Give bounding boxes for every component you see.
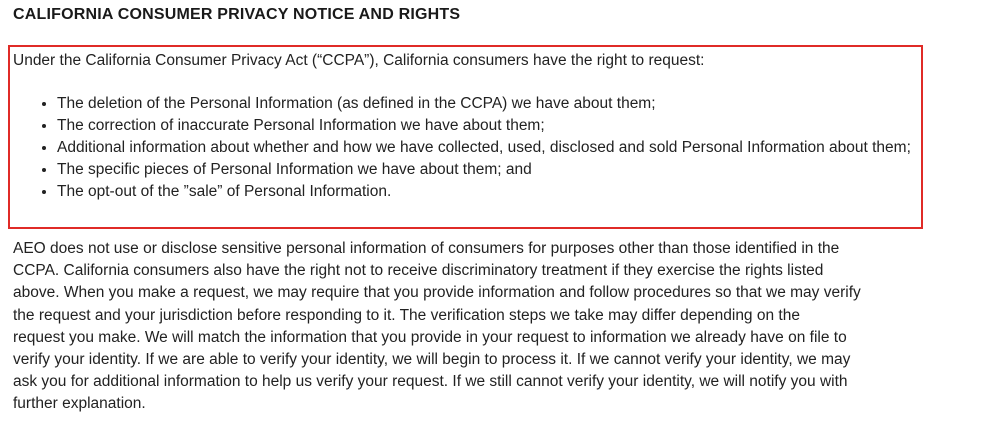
body-line: AEO does not use or disclose sensitive personal information of consumers for purposes other than those identified in the	[13, 240, 840, 257]
list-item-specific-pieces: • The specific pieces of Personal Information we have about them; and	[57, 159, 918, 181]
rights-list	[13, 93, 918, 203]
body-line: verify your identity. If we are able to verify your identity, we will begin to process it. If we cannot verify your identity, we may	[13, 351, 851, 369]
body-line: further explanation.	[13, 395, 146, 413]
body-line: CCPA. California consumers also have the right not to receive discriminatory treatment if they exercise the rights listed	[13, 262, 824, 280]
body-line: request you make. We will match the information that you provide in your request to information we already have on file to	[13, 328, 847, 346]
body-paragraph	[13, 238, 963, 416]
list-item-additional-information: • Additional information about whether and how we have collected, used, disclosed and sold Personal Information about them;	[57, 137, 918, 159]
list-item-opt-out: • The opt-out of the ”sale” of Personal Information.	[57, 181, 918, 203]
intro-text: Under the California Consumer Privacy Act (“CCPA”), California consumers have the right to request:	[13, 52, 705, 69]
list-item-correction: • The correction of inaccurate Personal Information we have about them;	[57, 115, 918, 137]
body-line: above. When you make a request, we may require that you provide information and follow procedures so that we may verify	[13, 284, 861, 302]
list-item-deletion: • The deletion of the Personal Information (as defined in the CCPA) we have about them;	[57, 93, 918, 115]
body-line: ask you for additional information to help us verify your request. If we still cannot verify your identity, we will notify you with	[13, 373, 848, 391]
page-title: CALIFORNIA CONSUMER PRIVACY NOTICE AND RIGHTS	[13, 6, 461, 23]
body-line: the request and your jurisdiction before responding to it. The verification steps we take may differ depending on the	[13, 306, 800, 324]
